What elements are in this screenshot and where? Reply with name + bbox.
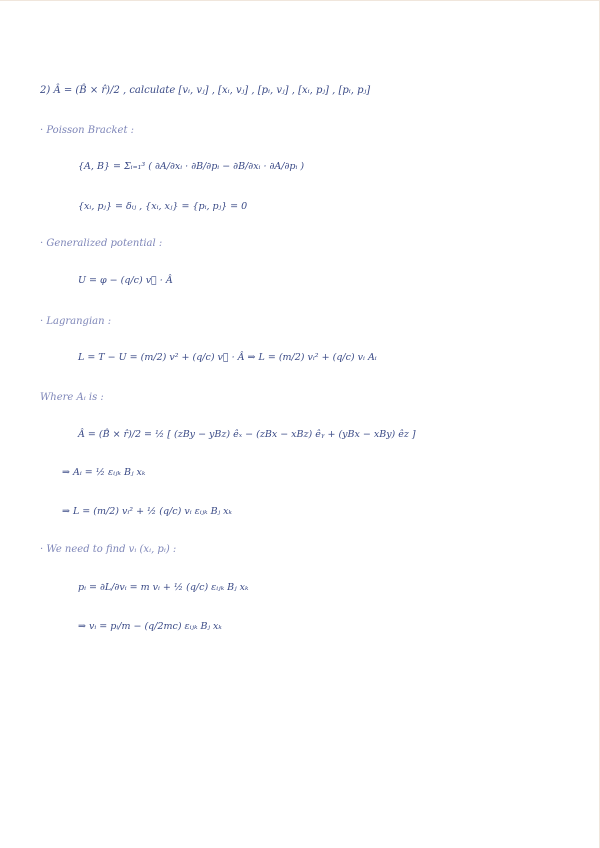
problem-statement: 2) Â = (B̂ × r̂)/2 , calculate [vᵢ, vⱼ] , [xᵢ, vⱼ] , [pᵢ, vⱼ] , [xᵢ, pⱼ] , [pᵢ, pⱼ] (40, 85, 371, 96)
vector-potential-component: ⇒ Aᵢ = ½ εᵢⱼₖ Bⱼ xₖ (62, 467, 146, 478)
where-heading: Where Aᵢ is : (40, 392, 104, 403)
lagrangian-heading: · Lagrangian : (40, 316, 112, 327)
find-velocity-heading: · We need to find vᵢ (xᵢ, pᵢ) : (40, 544, 177, 555)
generalized-potential-equation: U = φ − (q/c) v⃗ · Â (78, 275, 173, 286)
generalized-potential-heading: · Generalized potential : (40, 238, 163, 249)
lagrangian-final: ⇒ L = (m/2) vᵢ² + ½ (q/c) vᵢ εᵢⱼₖ Bⱼ xₖ (62, 506, 232, 517)
page-top-edge (0, 0, 600, 1)
poisson-bracket-heading: · Poisson Bracket : (40, 125, 135, 136)
lagrangian-equation: L = T − U = (m/2) v² + (q/c) v⃗ · Â ⇒ L = (m/2) vᵢ² + (q/c) vᵢ Aᵢ (78, 352, 377, 363)
canonical-momentum: pᵢ = ∂L/∂vᵢ = m vᵢ + ½ (q/c) εᵢⱼₖ Bⱼ xₖ (78, 582, 249, 593)
velocity-expression: ⇒ vᵢ = pᵢ/m − (q/2mc) εᵢⱼₖ Bⱼ xₖ (78, 621, 222, 632)
poisson-bracket-definition: {A, B} = Σᵢ₌₁³ ( ∂A/∂xᵢ · ∂B/∂pᵢ − ∂B/∂xᵢ · ∂A/∂pᵢ ) (78, 161, 305, 172)
canonical-relations: {xᵢ, pⱼ} = δᵢⱼ , {xᵢ, xⱼ} = {pᵢ, pⱼ} = 0 (78, 201, 248, 212)
vector-potential-expansion: Â = (B̂ × r̂)/2 = ½ [ (zBy − yBz) êₓ − (zBx − xBz) êᵧ + (yBx − xBy) êz ] (78, 429, 416, 440)
